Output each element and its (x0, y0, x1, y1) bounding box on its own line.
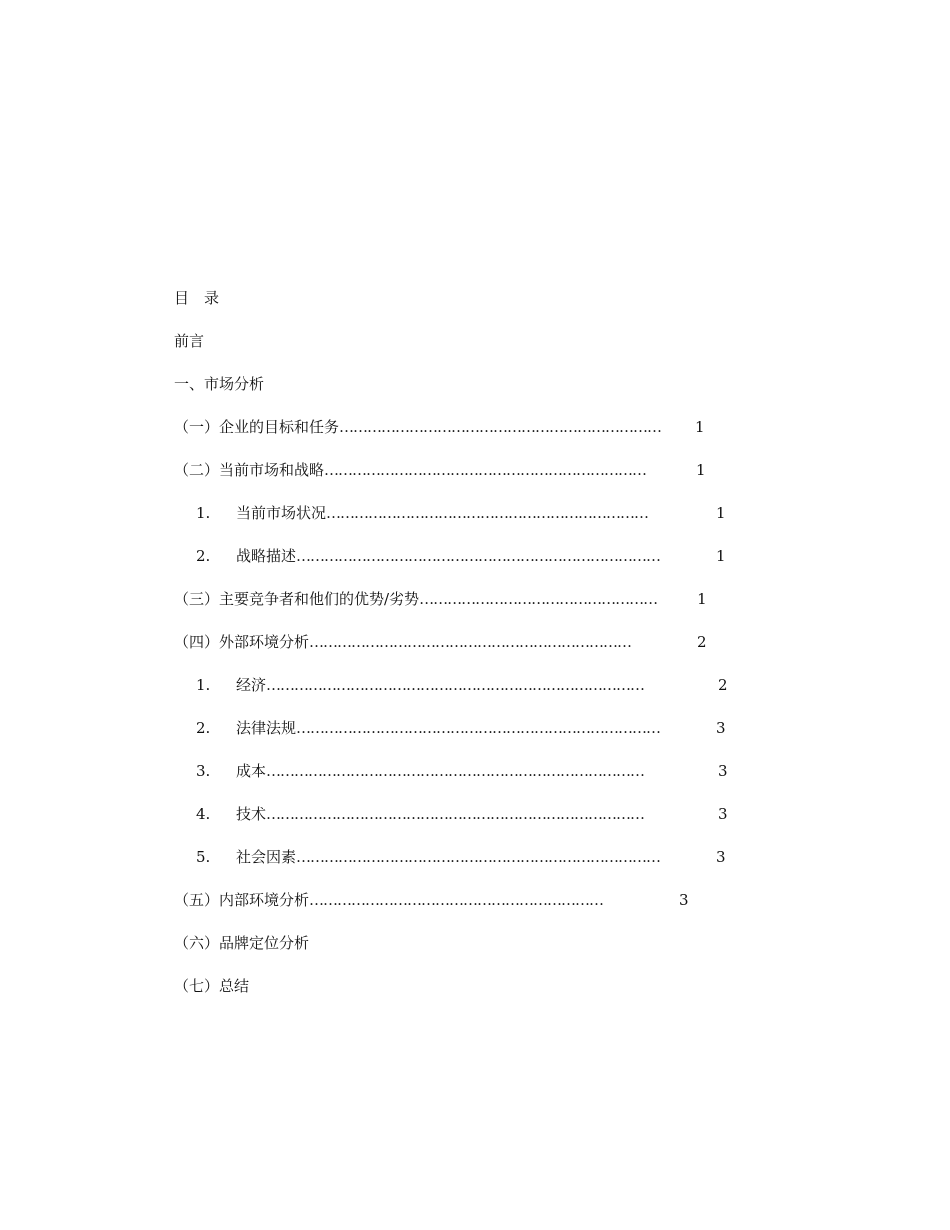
toc-entry-text: 法律法规 (236, 719, 297, 737)
toc-entry-text: 经济 (236, 676, 267, 694)
toc-page-number: 3 (679, 891, 689, 909)
toc-entry-text: （四）外部环境分析 (174, 633, 310, 651)
dot-leader: ……………………………………………………………………… (266, 762, 645, 780)
toc-entry-number: 2. (196, 719, 211, 737)
toc-entry (174, 456, 774, 499)
toc-entry-text: （七）总结 (174, 977, 250, 995)
toc-entry-number: 1. (196, 676, 211, 694)
toc-entry (174, 800, 774, 843)
dot-leader: …………………………………………………………………… (296, 719, 661, 737)
toc-entry-text: 当前市场状况 (236, 504, 327, 522)
dot-leader: …………………………………………………………………… (296, 547, 661, 565)
toc-entry-text: （六）品牌定位分析 (174, 934, 310, 952)
toc-entry-text: 技术 (236, 805, 267, 823)
toc-entry (174, 972, 774, 1015)
toc-entry-text: 成本 (236, 762, 267, 780)
dot-leader: …………………………………………………………… (324, 461, 647, 479)
toc-entry (174, 499, 774, 542)
toc-entry (174, 628, 774, 671)
toc-page-number: 3 (718, 762, 728, 780)
dot-leader: ……………………………………………………………………… (266, 676, 645, 694)
toc-entry-number: 2. (196, 547, 211, 565)
dot-leader: …………………………………………………………… (309, 633, 632, 651)
toc-entry (174, 585, 774, 628)
toc-entry-text: 战略描述 (236, 547, 297, 565)
toc-entry-text: 社会因素 (236, 848, 297, 866)
toc-page-number: 1 (695, 418, 705, 436)
toc-entry (174, 413, 774, 456)
toc-entry-number: 3. (196, 762, 211, 780)
toc-page-number: 1 (716, 504, 726, 522)
toc-entry (174, 929, 774, 972)
dot-leader: …………………………………………… (419, 590, 658, 608)
toc-page-number: 1 (697, 590, 707, 608)
toc-entry (174, 886, 774, 929)
dot-leader: ……………………………………………………… (309, 891, 604, 909)
toc-page-number: 2 (697, 633, 707, 651)
dot-leader: …………………………………………………………… (326, 504, 649, 522)
toc-entry-number: 5. (196, 848, 211, 866)
table-of-contents (174, 284, 774, 1015)
toc-entry-number: 1. (196, 504, 211, 522)
toc-page-number: 3 (718, 805, 728, 823)
toc-entry (174, 714, 774, 757)
toc-page-number: 1 (696, 461, 706, 479)
toc-entry (174, 542, 774, 585)
toc-entry (174, 671, 774, 714)
toc-page-number: 3 (716, 848, 726, 866)
toc-entry-text: （一）企业的目标和任务 (174, 418, 340, 436)
toc-page-number: 2 (718, 676, 728, 694)
toc-entry-preface (174, 327, 774, 370)
toc-page-number: 3 (716, 719, 726, 737)
toc-entry-number: 4. (196, 805, 211, 823)
toc-entry-market-analysis (174, 370, 774, 413)
dot-leader: …………………………………………………………………… (296, 848, 661, 866)
toc-entry-text: 前言 (174, 332, 205, 350)
toc-page-number: 1 (716, 547, 726, 565)
toc-entry-text: 一、市场分析 (174, 375, 265, 393)
dot-leader: ……………………………………………………………………… (266, 805, 645, 823)
toc-entry-text: （三）主要竞争者和他们的优势/劣势 (174, 590, 420, 608)
toc-entry (174, 757, 774, 800)
toc-title: 目 录 (174, 289, 220, 307)
dot-leader: …………………………………………………………… (339, 418, 662, 436)
toc-entry-text: （五）内部环境分析 (174, 891, 310, 909)
toc-entry (174, 843, 774, 886)
toc-entry-text: （二）当前市场和战略 (174, 461, 325, 479)
